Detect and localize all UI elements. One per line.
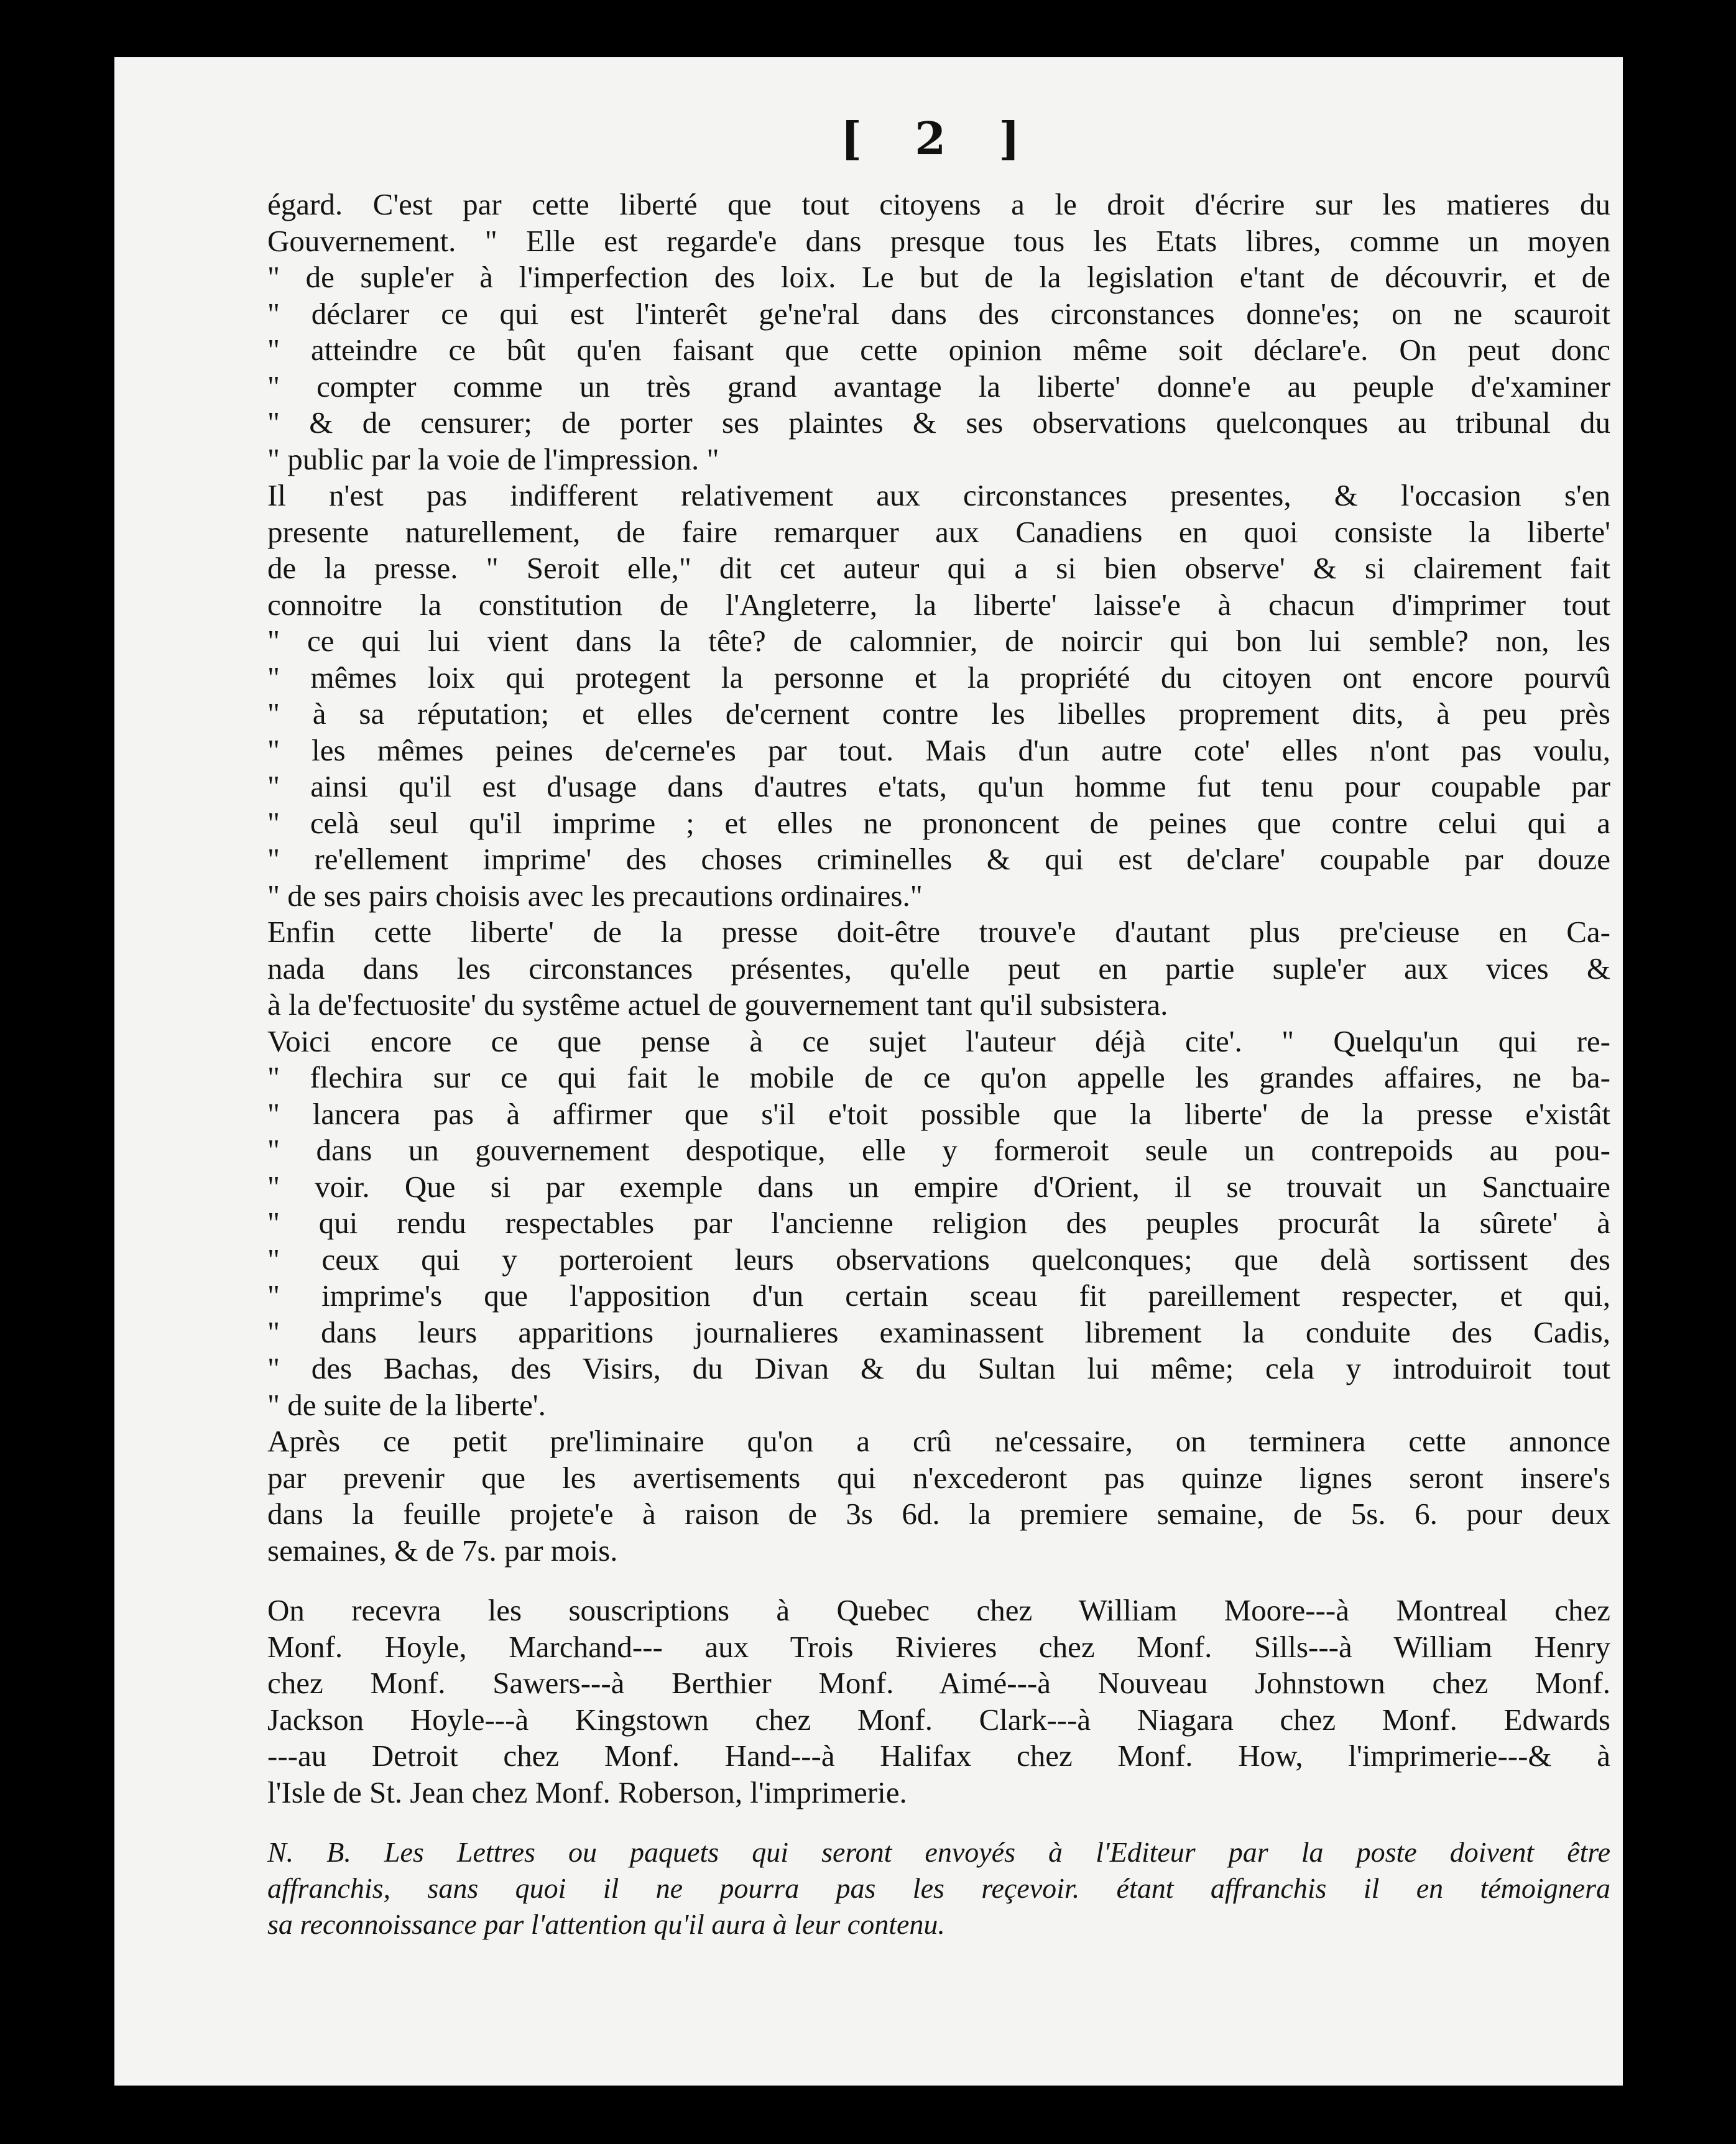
text-line: chez Monf. Sawers---à Berthier Monf. Aimé---à Nouveau Johnstown chez Monf.	[267, 1666, 1610, 1700]
text-line: de la presse. " Seroit elle," dit cet auteur qui a si bien observe' & si clairement fait	[267, 551, 1610, 585]
text-line: à la de'fectuosite' du systême actuel de gouvernement tant qu'il subsistera.	[267, 987, 1168, 1022]
text-line: " voir. Que si par exemple dans un empire d'Orient, il se trouvait un Sanctuaire	[267, 1169, 1610, 1204]
text-line: sa reconnoissance par l'attention qu'il aura à leur contenu.	[267, 1908, 945, 1940]
paragraph-press-freedom	[267, 478, 1610, 914]
text-line: " ainsi qu'il est d'usage dans d'autres e'tats, qu'un homme fut tenu pour coupable par	[267, 769, 1610, 803]
text-line: " de ses pairs choisis avec les precautions ordinaires."	[267, 878, 923, 913]
text-line: Enfin cette liberte' de la presse doit-être trouve'e d'autant plus pre'cieuse en Ca-	[267, 915, 1610, 949]
paragraph-advertising-rates	[267, 1423, 1610, 1569]
paragraph-canada	[267, 914, 1610, 1023]
text-line: " re'ellement imprime' des choses criminelles & qui est de'clare' coupable par douze	[267, 842, 1610, 876]
text-line: " lancera pas à affirmer que s'il e'toit possible que la liberte' de la presse e'xistât	[267, 1096, 1610, 1131]
text-line: " à sa réputation; et elles de'cernent contre les libelles proprement dits, à peu près	[267, 696, 1610, 731]
text-line: nada dans les circonstances présentes, qu'elle peut en partie suple'er aux vices &	[267, 951, 1610, 986]
text-line: Après ce petit pre'liminaire qu'on a crû ne'cessaire, on terminera cette annonce	[267, 1424, 1610, 1458]
text-line: " dans un gouvernement despotique, elle y formeroit seule un contrepoids au pou-	[267, 1133, 1610, 1167]
text-line: Voici encore ce que pense à ce sujet l'auteur déjà cite'. " Quelqu'un qui re-	[267, 1023, 1610, 1058]
text-line: " atteindre ce bût qu'en faisant que cette opinion même soit déclare'e. On peut donc	[267, 333, 1610, 367]
text-line: presente naturellement, de faire remarquer aux Canadiens en quoi consiste la liberte'	[267, 514, 1610, 549]
text-line: Gouvernement. " Elle est regarde'e dans presque tous les Etats libres, comme un moyen	[267, 223, 1610, 258]
paragraph-spacer	[267, 1569, 1610, 1592]
text-line: " les mêmes peines de'cerne'es par tout. Mais d'un autre cote' elles n'ont pas voulu,	[267, 732, 1610, 767]
text-line: égard. C'est par cette liberté que tout citoyens a le droit d'écrire sur les matieres du	[267, 187, 1610, 221]
text-line: " des Bachas, des Visirs, du Divan & du Sultan lui même; cela y introduiroit tout	[267, 1351, 1610, 1385]
text-line: " qui rendu respectables par l'ancienne religion des peuples procurât la sûrete' à	[267, 1206, 1610, 1240]
text-line: par prevenir que les avertisements qui n'excederont pas quinze lignes seront insere's	[267, 1460, 1610, 1495]
text-line: " imprime's que l'apposition d'un certain sceau fit pareillement respecter, et qui,	[267, 1278, 1610, 1313]
text-line: " flechira sur ce qui fait le mobile de ce qu'on appelle les grandes affaires, ne ba-	[267, 1060, 1610, 1094]
text-line: " de suite de la liberte'.	[267, 1387, 546, 1422]
text-line: dans la feuille projete'e à raison de 3s 6d. la premiere semaine, de 5s. 6. pour deux	[267, 1497, 1610, 1531]
text-line: " & de censurer; de porter ses plaintes & ses observations quelconques au tribunal du	[267, 405, 1610, 440]
text-line: l'Isle de St. Jean chez Monf. Roberson, l'imprimerie.	[267, 1775, 907, 1809]
text-line: Jackson Hoyle---à Kingstown chez Monf. Clark---à Niagara chez Monf. Edwards	[267, 1702, 1610, 1737]
nota-bene	[267, 1834, 1610, 1943]
paragraph-author-quote	[267, 1023, 1610, 1424]
text-line: Monf. Hoyle, Marchand--- aux Trois Rivieres chez Monf. Sills---à William Henry	[267, 1629, 1610, 1664]
paragraph-liberty-intro	[267, 187, 1610, 478]
text-line: On recevra les souscriptions à Quebec chez William Moore---à Montreal chez	[267, 1593, 1610, 1627]
text-line: " dans leurs apparitions journalieres examinassent librement la conduite des Cadis,	[267, 1315, 1610, 1349]
text-line: " ceux qui y porteroient leurs observations quelconques; que delà sortissent des	[267, 1242, 1610, 1277]
text-line: " mêmes loix qui protegent la personne et la propriété du citoyen ont encore pourvû	[267, 660, 1610, 695]
text-line: connoitre la constitution de l'Angleterre, la liberte' laisse'e à chacun d'imprimer tout	[267, 587, 1610, 622]
text-line: " déclarer ce qui est l'interêt ge'ne'ral dans des circonstances donne'es; on ne scauroit	[267, 296, 1610, 331]
text-line: " ce qui lui vient dans la tête? de calomnier, de noircir qui bon lui semble? non, les	[267, 624, 1610, 658]
text-line: ---au Detroit chez Monf. Hand---à Halifax chez Monf. How, l'imprimerie---& à	[267, 1739, 1610, 1773]
text-line: semaines, & de 7s. par mois.	[267, 1533, 618, 1568]
text-line: " compter comme un très grand avantage la liberte' donne'e au peuple d'e'xaminer	[267, 369, 1610, 404]
paragraph-spacer	[267, 1811, 1610, 1834]
body-text	[267, 187, 1610, 1943]
text-line: " de suple'er à l'imperfection des loix. Le but de la legislation e'tant de découvrir, et de	[267, 260, 1610, 294]
paragraph-subscriptions	[267, 1592, 1610, 1811]
text-line: Il n'est pas indifferent relativement aux circonstances presentes, & l'occasion s'en	[267, 478, 1610, 512]
text-line: " celà seul qu'il imprime ; et elles ne prononcent de peines que contre celui qui a	[267, 805, 1610, 840]
text-line: N. B. Les Lettres ou paquets qui seront envoyés à l'Editeur par la poste doivent être	[267, 1836, 1610, 1868]
text-line: affranchis, sans quoi il ne pourra pas les reçevoir. étant affranchis il en témoignera	[267, 1872, 1610, 1904]
page-number: [ 2 ]	[841, 112, 1039, 165]
text-line: " public par la voie de l'impression. "	[267, 441, 719, 476]
